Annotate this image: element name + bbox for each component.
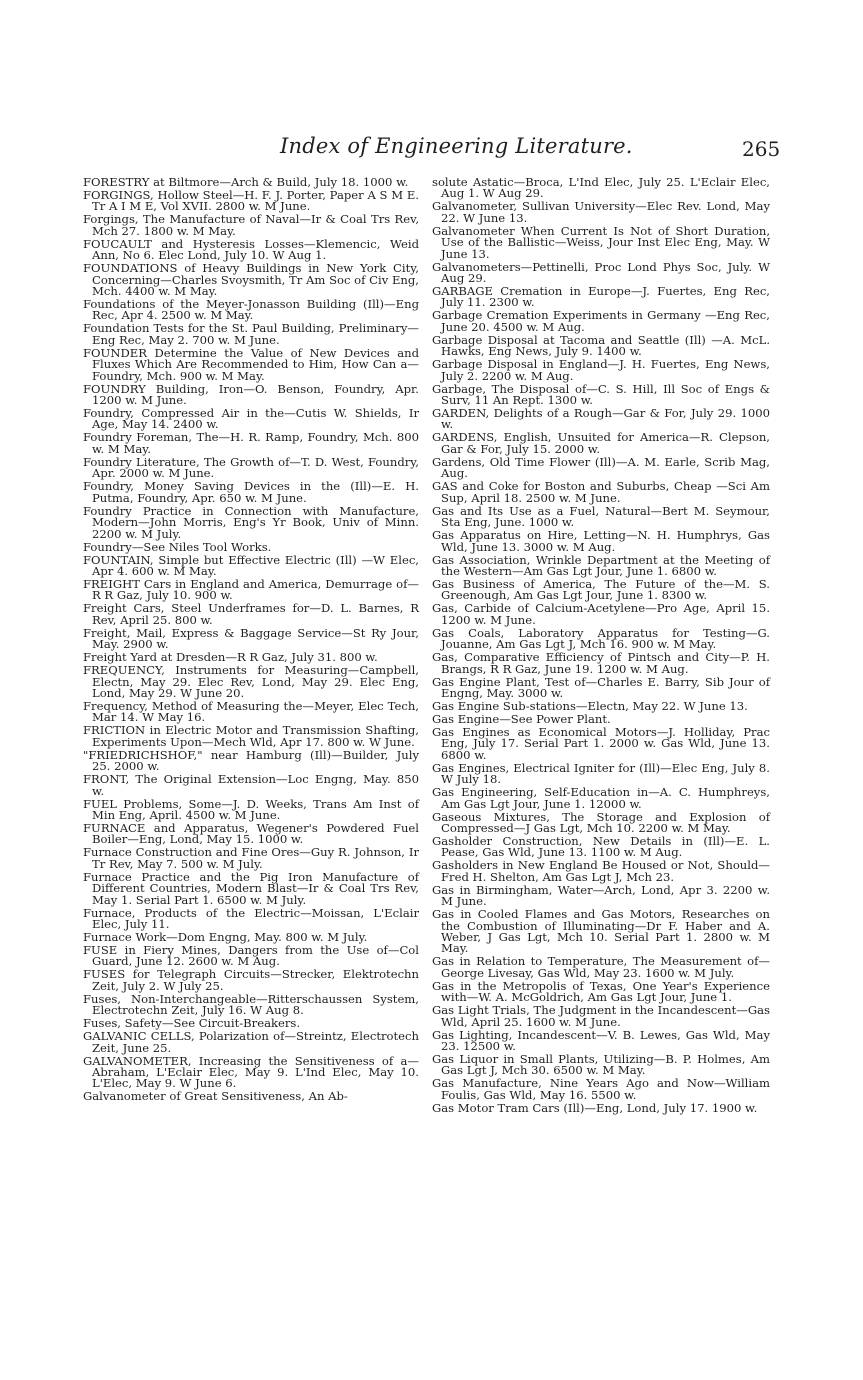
index-entry: Galvanometer, Sullivan University—Elec Rev. Lond, May 22. W June 13.: [432, 199, 770, 225]
right-column: [432, 177, 770, 1116]
index-entry: Gas Apparatus on Hire, Letting—N. H. Humphrys, Gas Wld, June 13. 3000 w. M Aug.: [432, 528, 770, 554]
index-entry: GARBAGE Cremation in Europe—J. Fuertes, Eng Rec, July 11. 2300 w.: [432, 284, 770, 310]
index-entry: Gasholders in New England Be Housed or Not, Should—Fred H. Shelton, Am Gas Lgt J, Mch 23.: [432, 858, 770, 884]
index-entry: solute Astatic—Broca, L'Ind Elec, July 25. L'Eclair Elec, Aug 1. W Aug 29.: [432, 175, 770, 201]
index-entry: Gas in Birmingham, Water—Arch, Lond, Apr 3. 2200 w. M June.: [432, 882, 770, 909]
index-entry: Foundation Tests for the St. Paul Building, Preliminary—Eng Rec, May 2. 700 w. M June.: [83, 321, 419, 347]
index-entry: Gas Engine—See Power Plant.: [432, 711, 611, 726]
index-entry: FORESTRY at Biltmore—Arch & Build, July 18. 1000 w.: [83, 175, 409, 189]
index-entry: Gas Light Trials, The Judgment in the Incandescent—Gas Wld, April 25. 1600 w. M June.: [432, 1003, 770, 1029]
index-entry: Gas Engines as Economical Motors—J. Holliday, Prac Eng, July 17. Serial Part 1. 2000 w. Gas Wld, June 13. 6800 w.: [432, 724, 770, 762]
index-entry: Freight Yard at Dresden—R R Gaz, July 31. 800 w.: [83, 650, 378, 665]
index-entry: Foundry—See Niles Tool Works.: [83, 539, 272, 554]
index-entry: Gardens, Old Time Flower (Ill)—A. M. Earle, Scrib Mag, Aug.: [432, 454, 770, 481]
index-entry: Gas Motor Tram Cars (Ill)—Eng, Lond, July 17. 1900 w.: [432, 1100, 758, 1115]
index-entry: FORGINGS, Hollow Steel—H. F. J. Porter, Paper A S M E. Tr A I M E, Vol XVII. 2800 w. M June.: [83, 188, 419, 214]
index-entry: Garbage Cremation Experiments in Germany —Eng Rec, June 20. 4500 w. M Aug.: [432, 308, 770, 334]
index-entry: Gas in the Metropolis of Texas, One Year's Experience with—W. A. McGoldrich, Am Gas Lgt Jour, June 1.: [432, 978, 770, 1005]
index-entry: GALVANIC CELLS, Polarization of—Streintz, Electrotech Zeit, June 25.: [83, 1029, 419, 1055]
index-entry: Gaseous Mixtures, The Storage and Explosion of Compressed—J Gas Lgt, Mch 10. 2200 w. M May.: [432, 809, 770, 835]
index-entry: FOUNDATIONS of Heavy Buildings in New York City, Concerning—Charles Svoysmith, Tr Am Soc of Civ Eng, Mch. 4400 w. M May.: [83, 261, 419, 299]
index-entry: Garbage Disposal at Tacoma and Seattle (Ill) —A. McL. Hawks, Eng News, July 9. 1400 w.: [432, 332, 770, 359]
index-entry: Gas in Cooled Flames and Gas Motors, Researches on the Combustion of Illuminating—Dr F. Haber and A. Weber, J Gas Lgt, Mch 10. Serial Part 1. 2800 w. M May.: [432, 907, 770, 956]
index-entry: Gas Coals, Laboratory Apparatus for Testing—G. Jouanne, Am Gas Lgt J, Mch 16. 900 w. M May.: [432, 625, 770, 652]
index-entry: FUEL Problems, Some—J. D. Weeks, Trans Am Inst of Min Eng, April. 4500 w. M June.: [83, 796, 419, 822]
index-entry: Freight, Mail, Express & Baggage Service—St Ry Jour, May. 2900 w.: [83, 625, 419, 652]
index-entry: Gas, Comparative Efficiency of Pintsch and City—P. H. Brangs, R R Gaz, June 19. 1200 w. M Aug.: [432, 650, 770, 676]
index-entry: Gas Association, Wrinkle Department at the Meeting of the Western—Am Gas Lgt Jour, June 1. 6800 w.: [432, 552, 770, 578]
index-entry: Foundry Literature, The Growth of—T. D. West, Foundry, Apr. 2000 w. M June.: [83, 454, 419, 481]
index-entry: Fuses, Safety—See Circuit-Breakers.: [83, 1016, 301, 1031]
index-entry: Gas Manufacture, Nine Years Ago and Now—William Foulis, Gas Wld, May 16. 5500 w.: [432, 1076, 770, 1102]
index-entry: Forgings, The Manufacture of Naval—Ir & Coal Trs Rev, Mch 27. 1800 w. M May.: [83, 212, 419, 238]
index-entry: Gas Liquor in Small Plants, Utilizing—B. P. Holmes, Am Gas Lgt J, Mch 30. 6500 w. M May.: [432, 1052, 770, 1078]
index-entry: FOUCAULT and Hysteresis Losses—Klemencic, Weid Ann, No 6. Elec Lond, July 10. W Aug 1.: [83, 236, 419, 263]
index-entry: FRONT, The Original Extension—Loc Engng, May. 850 w.: [83, 772, 419, 798]
index-entry: Gas Lighting, Incandescent—V. B. Lewes, Gas Wld, May 23. 12500 w.: [432, 1027, 770, 1054]
index-entry: Foundry Foreman, The—H. R. Ramp, Foundry, Mch. 800 w. M May.: [83, 430, 419, 456]
left-column: [83, 177, 419, 1104]
index-entry: Furnace Construction and Fine Ores—Guy R. Johnson, Ir Tr Rev, May 7. 500 w. M July.: [83, 845, 419, 871]
index-entry: Fuses, Non-Interchangeable—Ritterschaussen System, Electrotechn Zeit, July 16. W Aug 8.: [83, 991, 419, 1018]
index-entry: Furnace, Products of the Electric—Moissan, L'Eclair Elec, July 11.: [83, 905, 419, 931]
index-entry: Garbage Disposal in England—J. H. Fuertes, Eng News, July 2. 2200 w. M Aug.: [432, 357, 770, 383]
index-entry: FUSES for Telegraph Circuits—Strecker, Elektrotechn Zeit, July 2. W July 25.: [83, 967, 419, 993]
index-entry: "FRIEDRICHSHOF," near Hamburg (Ill)—Builder, July 25. 2000 w.: [83, 747, 419, 774]
index-entry: Gas Engine Plant, Test of—Charles E. Barry, Sib Jour of Engng, May. 3000 w.: [432, 674, 770, 700]
index-entry: Galvanometer When Current Is Not of Short Duration, Use of the Ballistic—Weiss, Jour Inst Elec Eng, May. W June 13.: [432, 223, 770, 261]
index-entry: Gas, Carbide of Calcium-Acetylene—Pro Age, April 15. 1200 w. M June.: [432, 601, 770, 627]
page-number: 265: [742, 137, 781, 161]
index-entry: Gas in Relation to Temperature, The Measurement of—George Livesay, Gas Wld, May 23. 1600 w. M July.: [432, 954, 770, 980]
running-title: Index of Engineering Literature.: [280, 134, 633, 158]
index-entry: Foundry, Money Saving Devices in the (Ill)—E. H. Putma, Foundry, Apr. 650 w. M June.: [83, 479, 419, 505]
index-entry: FRICTION in Electric Motor and Transmission Shafting, Experiments Upon—Mech Wld, Apr 17. 800 w. W June.: [83, 723, 419, 749]
index-entry: Gas Business of America, The Future of the—M. S. Greenough, Am Gas Lgt Jour, June 1. 8300 w.: [432, 576, 770, 603]
index-entry: Gas and Its Use as a Fuel, Natural—Bert M. Seymour, Sta Eng, June. 1000 w.: [432, 503, 770, 530]
index-entry: GAS and Coke for Boston and Suburbs, Cheap —Sci Am Sup, April 18. 2500 w. M June.: [432, 479, 770, 505]
index-entry: FOUNDRY Building, Iron—O. Benson, Foundry, Apr. 1200 w. M June.: [83, 381, 419, 408]
index-entry: Gas Engine Sub-stations—Electn, May 22. W June 13.: [432, 698, 748, 713]
index-entry: GARDEN, Delights of a Rough—Gar & For, July 29. 1000 w.: [432, 406, 770, 432]
index-entry: FUSE in Fiery Mines, Dangers from the Use of—Col Guard, June 12. 2600 w. M Aug.: [83, 943, 419, 969]
index-entry: Galvanometer of Great Sensitiveness, An Ab-: [83, 1089, 348, 1104]
index-entry: GALVANOMETER, Increasing the Sensitiveness of a—Abraham, L'Eclair Elec, May 9. L'Ind Elec, May 10. L'Elec, May 9. W June 6.: [83, 1053, 419, 1091]
index-entry: Foundations of the Meyer-Jonasson Building (Ill)—Eng Rec, Apr 4. 2500 w. M May.: [83, 297, 419, 323]
index-entry: Foundry, Compressed Air in the—Cutis W. Shields, Ir Age, May 14. 2400 w.: [83, 406, 419, 432]
index-entry: Gas Engineering, Self-Education in—A. C. Humphreys, Am Gas Lgt Jour, June 1. 12000 w.: [432, 785, 770, 811]
index-entry: Furnace Practice and the Pig Iron Manufacture of Different Countries, Modern Blast—Ir & Coal Trs Rev, May 1. Serial Part 1. 6500 w. M July.: [83, 869, 419, 907]
page-header: [0, 128, 863, 168]
index-entry: Furnace Work—Dom Engng, May. 800 w. M July.: [83, 930, 368, 944]
index-entry: Galvanometers—Pettinelli, Proc Lond Phys Soc, July. W Aug 29.: [432, 259, 770, 286]
index-entry: FOUNTAIN, Simple but Effective Electric (Ill) —W Elec, Apr 4. 600 w. M May.: [83, 552, 419, 578]
index-entry: Foundry Practice in Connection with Manufacture, Modern—John Morris, Eng's Yr Book, Univ of Minn. 2200 w. M July.: [83, 503, 419, 541]
index-entry: Frequency, Method of Measuring the—Meyer, Elec Tech, Mar 14. W May 16.: [83, 698, 419, 725]
index-entry: GARDENS, English, Unsuited for America—R. Clepson, Gar & For, July 15. 2000 w.: [432, 430, 770, 456]
index-entry: Garbage, The Disposal of—C. S. Hill, Ill Soc of Engs & Surv, 11 An Rept. 1300 w.: [432, 381, 770, 408]
index-entry: FOUNDER Determine the Value of New Devices and Fluxes Which Are Recommended to Him, How Can a—Foundry, Mch. 900 w. M May.: [83, 345, 419, 383]
index-entry: FREIGHT Cars in England and America, Demurrage of—R R Gaz, July 10. 900 w.: [83, 576, 419, 603]
index-entry: Gasholder Construction, New Details in (Ill)—E. L. Pease, Gas Wld, June 13. 1100 w. M Aug.: [432, 833, 770, 860]
index-entry: FURNACE and Apparatus, Wegener's Powdered Fuel Boiler—Eng, Lond, May 15. 1000 w.: [83, 820, 419, 847]
index-entry: Freight Cars, Steel Underframes for—D. L. Barnes, R Rev, April 25. 800 w.: [83, 601, 419, 627]
index-entry: FREQUENCY, Instruments for Measuring—Campbell, Electn, May 29. Elec Rev, Lond, May 29. Elec Eng, Lond, May 29. W June 20.: [83, 663, 419, 700]
index-entry: Gas Engines, Electrical Igniter for (Ill)—Elec Eng, July 8. W July 18.: [432, 760, 770, 787]
